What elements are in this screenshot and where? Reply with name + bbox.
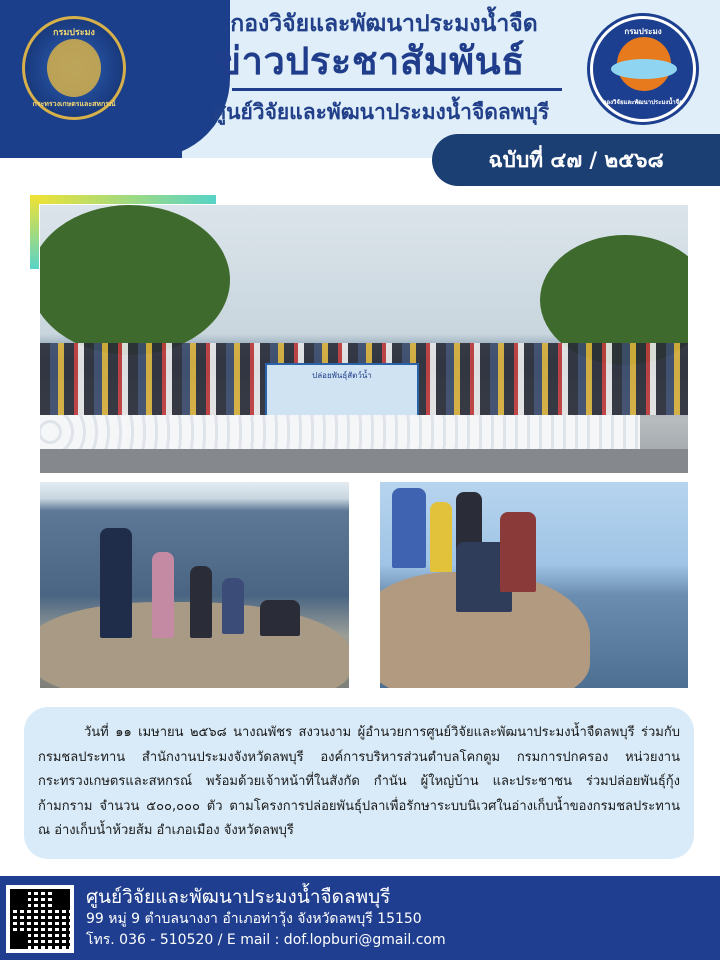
shrimp-fry-bags — [40, 415, 640, 449]
header-rule — [232, 88, 562, 91]
issue-number: ฉบับที่ ๔๗ / ๒๕๖๘ — [488, 148, 664, 172]
release-photo-left — [40, 482, 349, 688]
right-logo-top-text: กรมประมง — [624, 27, 662, 36]
department-seal-icon — [22, 16, 126, 120]
fisheries-emblem-icon — [590, 16, 696, 122]
tree-left — [40, 205, 230, 355]
fish-icon — [611, 59, 677, 79]
person-participant — [392, 488, 426, 568]
person-participant — [222, 578, 244, 634]
photo-accent-horizontal — [30, 195, 216, 204]
footer-contact[interactable]: โทร. 036 - 510520 / E mail : dof.lopburi@gmail.com — [86, 932, 446, 948]
qr-pattern — [10, 889, 70, 949]
person-participant — [152, 552, 174, 638]
footer-address: 99 หมู่ 9 ตำบลนางงา อำเภอท่าวุ้ง จังหวัดลพบุรี 15150 — [86, 911, 422, 927]
event-banner — [265, 363, 419, 417]
left-logo-top-text: กรมประมง — [53, 28, 95, 38]
release-photo-right — [380, 482, 688, 688]
issue-badge — [432, 134, 720, 186]
left-logo-bottom-text: กระทรวงเกษตรและสหกรณ์ — [32, 100, 116, 108]
person-official — [100, 528, 132, 638]
seal-emblem-icon — [47, 39, 101, 97]
footer-org-name: ศูนย์วิจัยและพัฒนาประมงน้ำจืดลพบุรี — [86, 886, 391, 908]
road-surface — [40, 449, 688, 473]
qr-code-icon[interactable] — [6, 885, 74, 953]
article-text: วันที่ ๑๑ เมษายน ๒๕๖๘ นางณพัชร สงวนงาม ผู้อำนวยการศูนย์วิจัยและพัฒนาประมงน้ำจืดลพบุรี ร่วมกับกรมชลประทาน สำนักงานประมงจังหวัดลพบุรี องค์การบริหารส่วนตำบลโคกตูม กรมการปกครอง หน่วยงานกระทรวงเกษตรและสหกรณ์ พร้อมด้วยเจ้าหน้าที่ในสังกัด กำนัน ผู้ใหญ่บ้าน และประชาชน ร่วมปล่อยพันธุ์กุ้งก้ามกราม จำนวน ๕๐๐,๐๐๐ ตัว ตามโครงการปล่อยพันธุ์ปลาเพื่อรักษาระบบนิเวศในอ่างเก็บน้ำของกรมชลประทาน ณ อ่างเก็บน้ำห้วยส้ม อำเภอเมือง จังหวัดลพบุรี — [38, 725, 680, 838]
department-title: กองวิจัยและพัฒนาประมงน้ำจืด — [230, 11, 538, 37]
person-participant — [430, 502, 452, 572]
article-box — [24, 707, 694, 859]
person-participant — [500, 512, 536, 592]
main-title: ข่าวประชาสัมพันธ์ — [215, 39, 525, 83]
person-participant — [260, 600, 300, 636]
person-participant — [190, 566, 212, 638]
center-title: ศูนย์วิจัยและพัฒนาประมงน้ำจืดลพบุรี — [212, 100, 550, 124]
photo-accent-vertical — [30, 195, 39, 269]
right-logo-bottom-text: กองวิจัยและพัฒนาประมงน้ำจืด — [602, 99, 684, 106]
group-photo — [40, 205, 688, 473]
banner-caption: ปล่อยพันธุ์สัตว์น้ำ — [312, 371, 372, 380]
